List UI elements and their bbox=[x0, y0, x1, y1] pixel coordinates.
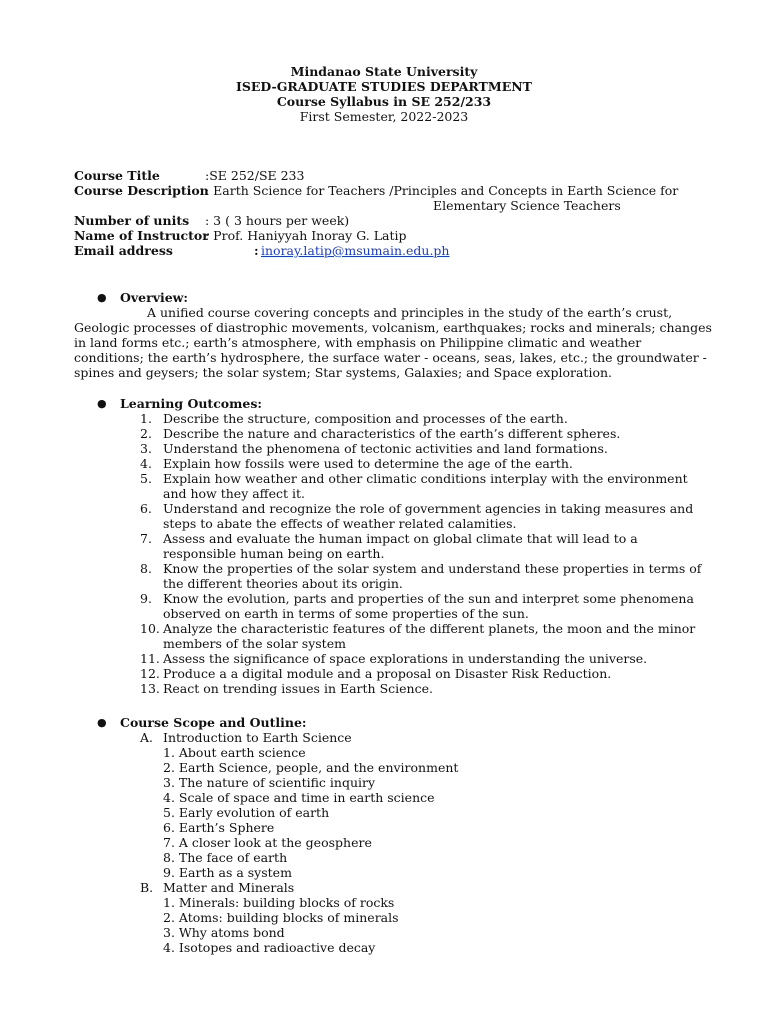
list-item: 6. Earth’s Sphere bbox=[163, 820, 275, 835]
list-item: 13. React on trending issues in Earth Science. bbox=[140, 681, 433, 696]
syllabus-title: Course Syllabus in SE 252/233 bbox=[276, 94, 492, 109]
list-item: 2. Atoms: building blocks of minerals bbox=[163, 910, 399, 925]
university-name: Mindanao State University bbox=[290, 64, 478, 79]
list-item: 8. The face of earth bbox=[163, 850, 288, 865]
outcomes-list bbox=[74, 411, 714, 696]
list-item: 1. Describe the structure, composition and processes of the earth. bbox=[140, 411, 568, 426]
course-description-row-2 bbox=[74, 198, 714, 213]
bullet-icon: ● bbox=[97, 291, 107, 304]
list-item: 7. Assess and evaluate the human impact on global climate that will lead to a responsible human being on earth. bbox=[140, 531, 638, 561]
overview-heading: ● Overview: bbox=[97, 290, 189, 305]
list-item: 3. Why atoms bond bbox=[163, 925, 285, 940]
list-item: 7. A closer look at the geosphere bbox=[163, 835, 372, 850]
overview-section bbox=[74, 290, 714, 380]
list-item: 4. Isotopes and radioactive decay bbox=[163, 940, 376, 955]
bullet-icon: ● bbox=[97, 716, 107, 729]
units-label: Number of units bbox=[74, 213, 190, 228]
instructor-label: Name of Instructor bbox=[74, 228, 209, 243]
outline-group-b: B. Matter and Minerals bbox=[140, 880, 295, 895]
learning-outcomes-heading: ● Learning Outcomes: bbox=[97, 396, 262, 411]
course-description-value-cont: Elementary Science Teachers bbox=[433, 198, 621, 213]
course-description-label: Course Description bbox=[74, 183, 209, 198]
email-link[interactable]: inoray.latip@msumain.edu.ph bbox=[261, 243, 450, 258]
outline-group-a: A. Introduction to Earth Science bbox=[140, 730, 352, 745]
semester-label: First Semester, 2022-2023 bbox=[299, 109, 469, 124]
instructor-row bbox=[74, 228, 714, 243]
course-scope-section bbox=[74, 715, 714, 955]
department-name: ISED-GRADUATE STUDIES DEPARTMENT bbox=[236, 79, 532, 94]
list-item: 1. Minerals: building blocks of rocks bbox=[163, 895, 395, 910]
list-item: 10. Analyze the characteristic features of the different planets, the moon and the minor members of the solar system bbox=[140, 621, 696, 651]
list-item: 12. Produce a a digital module and a proposal on Disaster Risk Reduction. bbox=[140, 666, 612, 681]
list-item: 4. Scale of space and time in earth science bbox=[163, 790, 435, 805]
course-outline bbox=[74, 730, 714, 955]
units-value: : 3 ( 3 hours per week) bbox=[205, 213, 350, 228]
learning-outcomes-section bbox=[74, 396, 714, 696]
list-item: 8. Know the properties of the solar system and understand these properties in terms of the different theories about its origin. bbox=[140, 561, 702, 591]
list-item: 11. Assess the significance of space explorations in understanding the universe. bbox=[140, 651, 648, 666]
email-label: Email address bbox=[74, 243, 173, 258]
course-description-row bbox=[74, 183, 714, 198]
document-header bbox=[0, 64, 768, 124]
list-item: 2. Describe the nature and characteristics of the earth’s different spheres. bbox=[140, 426, 621, 441]
list-item: 3. The nature of scientific inquiry bbox=[163, 775, 376, 790]
units-row bbox=[74, 213, 714, 228]
course-scope-heading: ● Course Scope and Outline: bbox=[97, 715, 307, 730]
list-item: 6. Understand and recognize the role of government agencies in taking measures and steps to abate the effects of weather related calamities. bbox=[140, 501, 694, 531]
list-item: 1. About earth science bbox=[163, 745, 306, 760]
list-item: 5. Early evolution of earth bbox=[163, 805, 330, 820]
list-item: 4. Explain how fossils were used to determine the age of the earth. bbox=[140, 456, 573, 471]
overview-text: A unified course covering concepts and principles in the study of the earth’s crust, Geologic processes of diastrophic movements, volcanism, earthquakes; rocks and minerals; changes in land forms etc.; earth’s atmosphere, with emphasis on Philippine climatic and weather conditions; the earth’s hydrosphere, the surface water - oceans, seas, lakes, etc.; the groundwater - spines and geysers; the solar system; Star systems, Galaxies; and Space exploration. bbox=[74, 305, 712, 380]
list-item: 5. Explain how weather and other climatic conditions interplay with the environment and how they affect it. bbox=[140, 471, 688, 501]
course-info bbox=[74, 168, 714, 258]
list-item: 9. Earth as a system bbox=[163, 865, 292, 880]
instructor-value: : Prof. Haniyyah Inoray G. Latip bbox=[205, 228, 407, 243]
list-item: 3. Understand the phenomena of tectonic activities and land formations. bbox=[140, 441, 608, 456]
bullet-icon: ● bbox=[97, 397, 107, 410]
course-title-value: :SE 252/SE 233 bbox=[205, 168, 305, 183]
email-colon: : bbox=[254, 243, 259, 258]
course-description-value: : Earth Science for Teachers /Principles and Concepts in Earth Science for bbox=[205, 183, 679, 198]
course-title-label: Course Title bbox=[74, 168, 160, 183]
list-item: 9. Know the evolution, parts and properties of the sun and interpret some phenomena observed on earth in terms of some properties of the sun. bbox=[140, 591, 694, 621]
list-item: 2. Earth Science, people, and the environment bbox=[163, 760, 459, 775]
course-title-row bbox=[74, 168, 714, 183]
email-row bbox=[74, 243, 714, 258]
